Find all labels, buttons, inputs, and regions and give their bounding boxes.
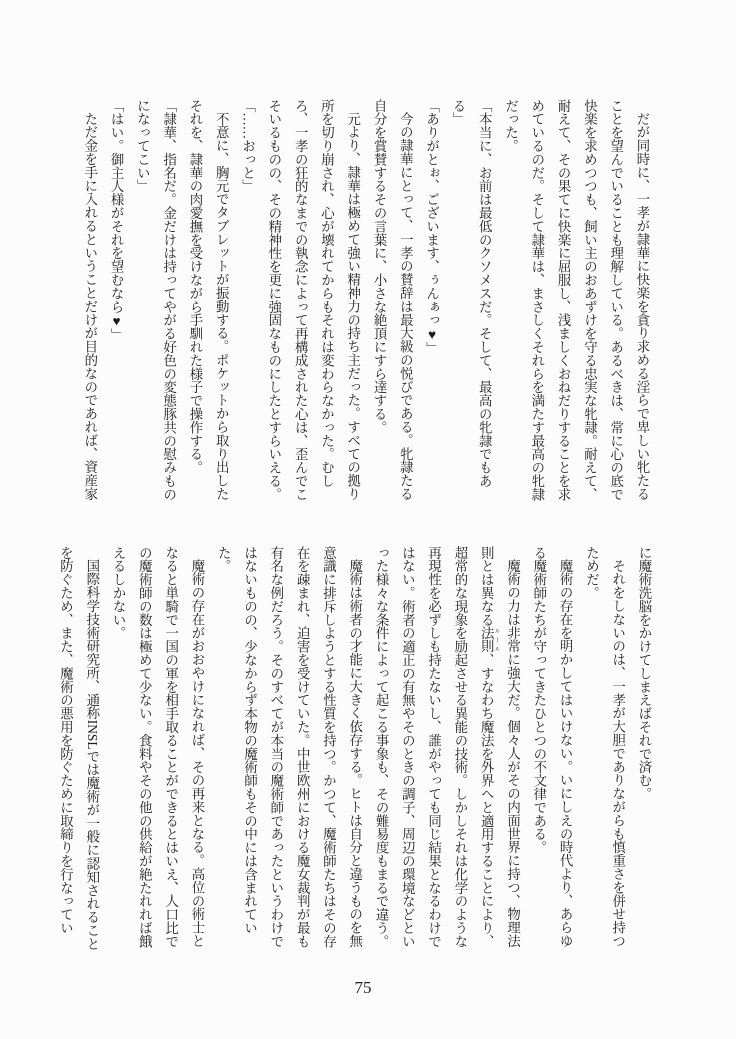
paragraph: 「はい。御主人様がそれを望むなら♥」 xyxy=(109,99,125,342)
paragraph: 「隷華、指名だ。金だけは持ってやがる好色の変態豚共の慰みものになってこい」 xyxy=(135,99,177,501)
paragraph: 「本当に、お前は最低のクソメスだ。そして、最高の牝隷でもある」 xyxy=(450,99,493,488)
text-block-lower xyxy=(58,546,657,952)
paragraph: 不意に、胸元でタブレットが振動する。ポケットから取り出したそれを、隷華の肉愛撫を受けながら手馴れた様子で操作する。 xyxy=(187,99,230,501)
paragraph: それをしないのは、一孝が大胆でありながらも慎重さを併せ持つためだ。 xyxy=(584,546,626,948)
paragraph: 「……おっと」 xyxy=(240,99,256,193)
paragraph: 魔術の存在を明かしてはいけない。いにしえの時代より、あらゆる魔術師たちが守ってきたひとつの不文律である。 xyxy=(531,546,574,948)
paragraph: に魔術洗脳をかけてしまえばそれで済む。 xyxy=(637,546,652,801)
paragraph: 魔術の力は非常に強大だ。個々人がその内面世界に持つ、物理法則とは異なる法則 ルール、すなわち魔法を外界へと適用することにより、超常的な現象を励起させる異能の技術。しかしそれは化学のような再現性を必ずしも持たないし、誰がやっても同じ結果となるわけではない。術者の適正の有無やそのときの調子、周辺の環境などといった様々な条件によって起こる事象も、その難易度もまるで違う。 xyxy=(374,546,521,949)
paragraph: 今の隷華にとって、一孝の賛辞は最大級の悦びである。牝隷たる自分を賞賛するその言葉に、小さな絶頂にすら達する。 xyxy=(372,99,414,501)
page-number: 75 xyxy=(354,978,372,997)
paragraph: 「ありがとぉ、ございます、ぅんぁっ♥」 xyxy=(424,99,440,356)
paragraph: ただ金を手に入れるということだけが目的なのであれば、資産家 xyxy=(82,112,98,501)
paragraph: 魔術の存在がおおやけになれば、その再来となる。高位の術士となると単騎で一国の軍を相手取ることができるとはいえ、人口比での魔術師の数は極めて少ない。食料やその他の供給が絶たれれば餓えるしかない。 xyxy=(111,546,205,948)
paragraph: 魔術は術者の才能に大きく依存する。ヒトは自分と違うものを無意識に排斥しようとする性質を持つ。かつて、魔術師たちはその存在を疎まれ、迫害を受けていた。中世欧州における魔女裁判が最も有名な例だろう。そのすべてが本当の魔術師であったというわけではないものの、少なからず本物の魔術師もその中には含まれていた。 xyxy=(216,546,363,948)
paragraph: 元より、隷華は極めて強い精神力の持ち主だった。すべての拠り所を切り崩され、心が壊れてからもそれは変わらなかった。むしろ、一孝の狂的なまでの執念によって再構成された心は、歪んでこそいるものの、その精神性を更に強固なものにしたとすらいえる。 xyxy=(266,99,361,501)
paragraph: だが同時に、一孝が隷華に快楽を貪り求める淫らで卑しい牝たることを望んでいることも理解している。あるべきは、常に心の底で快楽を求めつつも、飼い主のおあずけを守る忠実な牝隷。耐えて、耐えて、その果てに快楽に屈服し、浅ましくおねだりすることを求めているのだ。そして隷華は、まさしくそれらを満たす最高の牝隷だった。 xyxy=(503,99,650,501)
paragraph: 国際科学技術研究所、通称INSLでは魔術が一般に認知されることを防ぐため、また、魔術の悪用を防ぐために取締りを行なってい xyxy=(58,546,100,951)
text-block-upper xyxy=(75,99,655,504)
